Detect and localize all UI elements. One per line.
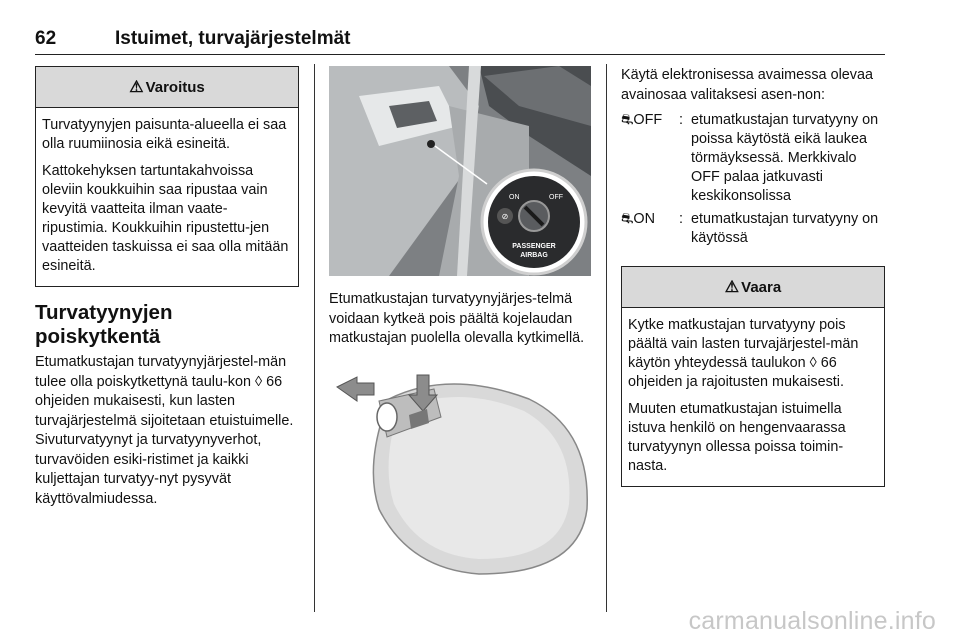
warning-triangle-icon: ⚠ [724,279,740,296]
definition-separator: : [679,211,683,227]
figure-caption: Etumatkustajan turvatyynyjärjes-telmä voidaan kytkeä pois päältä kojelaudan matkustajan puolella olevalla kytkimellä. [329,291,585,346]
warning-paragraph: Turvatyynyjen paisunta-alueella ei saa olla ruumiinosia eikä esineitä. [42,117,287,152]
danger-paragraph: Kytke matkustajan turvatyyny pois päältä vain lasten turvajärjestel-män käytön yhteydessä taulukon ◊ 66 ohjeiden ja rajoitusten mukaisesti. [628,317,859,390]
danger-paragraph: Muuten etumatkustajan istuimella istuva henkilö on hengenvaarassa turvatyynyn ollessa poissa toimin-nasta. [628,401,846,474]
warning-triangle-icon: ⚠ [129,79,144,96]
key-intro: Käytä elektronisessa avaimessa olevaa avainosaa valitaksesi asen-non: [621,67,873,103]
airbag-on-icon: ⛐ [621,211,634,227]
column-divider [314,64,315,612]
definition-term: OFF [633,112,663,128]
switch-off-label: OFF [549,194,563,201]
dashboard-switch-photo [329,66,591,276]
definition-term: ON [633,211,656,227]
airbag-off-icon: ⛐ [621,112,634,128]
electronic-key-drawing [329,369,591,579]
page-number: 62 [35,28,57,49]
page-header [35,24,885,55]
switch-label-airbag: AIRBAG [520,252,548,259]
warning-paragraph: Kattokehyksen tartuntakahvoissa oleviin koukkuihin saa ripustaa vain kevyitä vaatteita ilman vaate-ripustimia. Koukkuihin ripustettu-jen vaatteiden taskuissa ei saa olla mitään esineitä. [42,163,289,274]
warning-box-body [36,108,298,286]
section-text: Etumatkustajan turvatyynyjärjestel-män tulee olla poiskytkettynä taulu-kon ◊ 66 ohjeiden mukaisesti, kun lasten turvajärjestelmä sijoitetaan etuistuimelle. Sivuturvatyynyt ja turvatyynyverhot, turvavöiden esiki-ristimet ja kaikki kuljettajan turvatyy-nyt pysyvät käyttövalmiudessa. [35,354,294,507]
definition-description: etumatkustajan turvatyyny on poissa käytöstä eikä laukea törmäyksessä. Merkkivalo OFF palaa jatkuvasti keskikonsolissa [691,112,879,204]
column-divider [606,64,607,612]
danger-box-header [622,267,884,308]
definition-off [621,111,885,206]
dashboard-illustration [329,66,591,276]
definition-on [621,210,885,248]
danger-box-body [622,308,884,486]
danger-box [621,266,885,487]
column-middle [329,66,591,579]
switch-label-passenger: PASSENGER [512,243,556,250]
danger-title: Vaara [741,278,782,296]
column-right [621,66,885,487]
chapter-title: Istuimet, turvajärjestelmät [115,28,351,49]
section-heading: Turvatyynyjen poiskytkentä [35,301,173,348]
arrow-left-icon [337,377,374,401]
warning-box-header [36,67,298,108]
watermark: carmanualsonline.info [688,607,936,635]
electronic-key-illustration [329,369,591,579]
column-left [35,66,299,509]
definition-description: etumatkustajan turvatyyny on käytössä [691,211,879,246]
warning-title: Varoitus [145,78,205,96]
airbag-icon: ⊘ [501,212,509,221]
warning-box [35,66,299,287]
switch-on-label: ON [509,194,520,201]
definition-separator: : [679,112,683,128]
